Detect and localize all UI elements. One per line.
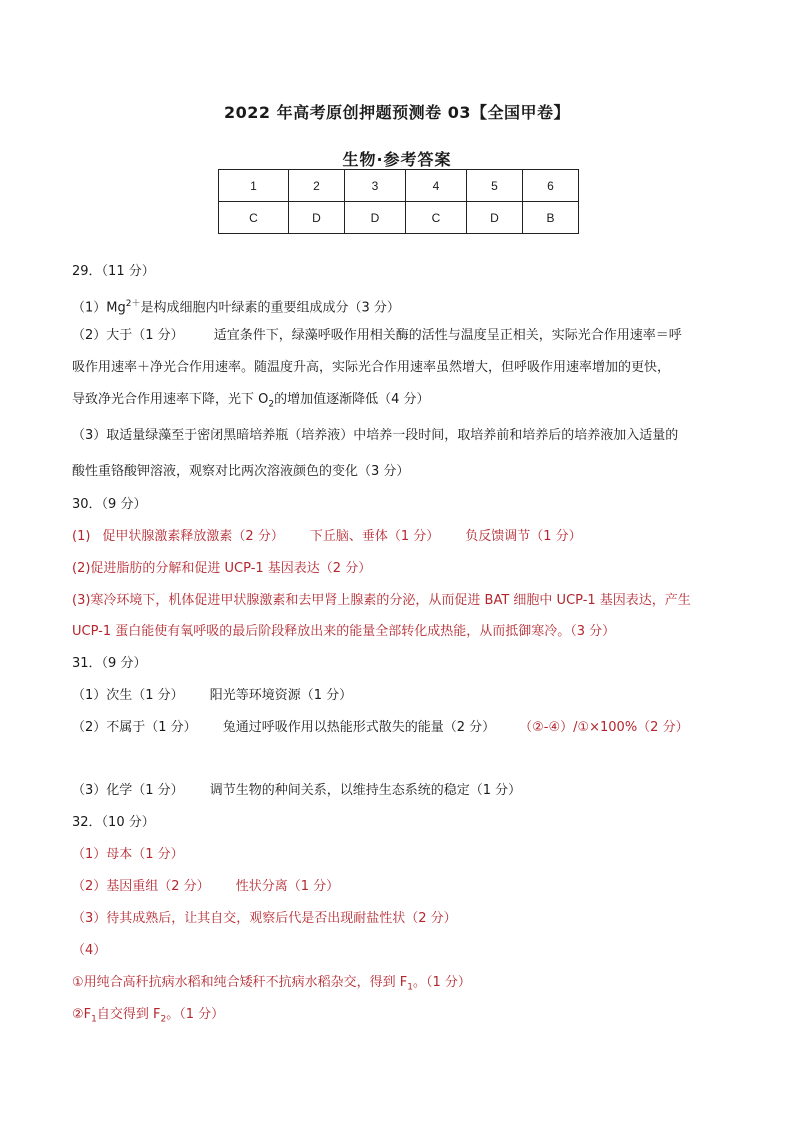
q29-answer-2-line-3-sub: 2 [268, 399, 275, 410]
q30-answer-1 [72, 528, 582, 546]
table-header-row [219, 170, 579, 202]
q32-heading: 32．（10 分） [72, 815, 155, 830]
q29-answer-2-line-2: 吸作用速率＋净光合作用速率。随温度升高，实际光合作用速率虽然增大，但呼吸作用速率增加的更快， [72, 360, 671, 375]
table-answer-row [219, 202, 579, 234]
q29-answer-2-a: （2）大于（1 分） [72, 328, 184, 343]
table-cell: D [345, 202, 406, 234]
q30-answer-1-c: 负反馈调节（1 分） [465, 529, 582, 544]
table-cell: 6 [523, 170, 579, 202]
table-cell: 2 [289, 170, 345, 202]
answer-table [218, 169, 579, 234]
q29-answer-1-pre: （1）Mg [72, 300, 126, 316]
q31-answer-3-b: 调节生物的种间关系，以维持生态系统的稳定（1 分） [209, 783, 522, 798]
table-cell: 1 [219, 170, 289, 202]
q32-step-2-post: 。（1 分） [166, 1007, 225, 1022]
q32-step-2 [72, 1006, 224, 1029]
q29-answer-2-line-3-pre: 导致净光合作用速率下降，光下 O [72, 392, 269, 407]
q32-step-1-pre: ①用纯合高秆抗病水稻和纯合矮秆不抗病水稻杂交，得到 F [72, 975, 408, 990]
q31-answer-1 [72, 687, 352, 705]
q31-heading: 31．（9 分） [72, 656, 147, 671]
table-cell: 4 [406, 170, 467, 202]
q31-answer-2-a: （2）不属于（1 分） [72, 720, 197, 735]
q32-step-2-mid: 自交得到 F [96, 1007, 161, 1022]
q32-answer-2-a: （2）基因重组（2 分） [72, 879, 210, 894]
table-cell: B [523, 202, 579, 234]
q30-answer-1-num: (1) [72, 529, 91, 544]
table-cell: 5 [467, 170, 523, 202]
q31-answer-3-a: （3）化学（1 分） [72, 783, 184, 798]
q29-answer-1-sup: 2＋ [125, 299, 141, 309]
q29-answer-3-line-1: （3）取适量绿藻至于密闭黑暗培养瓶（培养液）中培养一段时间，取培养前和培养后的培养液加入适量的 [72, 428, 679, 443]
q29-answer-2-line-3 [72, 391, 430, 414]
q31-answer-2-b: 兔通过呼吸作用以热能形式散失的能量（2 分） [222, 720, 496, 735]
q32-answer-4-label: （4） [72, 943, 107, 958]
table-cell: C [406, 202, 467, 234]
q31-answer-1-a: （1）次生（1 分） [72, 688, 184, 703]
q30-answer-2: (2)促进脂肪的分解和促进 UCP-1 基因表达（2 分） [72, 561, 372, 576]
q32-answer-3: （3）待其成熟后，让其自交，观察后代是否出现耐盐性状（2 分） [72, 911, 457, 926]
q30-heading: 30．（9 分） [72, 497, 147, 512]
q29-answer-1 [72, 295, 400, 317]
q32-answer-2 [72, 878, 339, 896]
table-cell: D [289, 202, 345, 234]
q29-answer-2-line-3-post: 的增加值逐渐降低（4 分） [274, 392, 430, 407]
q31-answer-3 [72, 782, 521, 800]
q32-answer-2-b: 性状分离（1 分） [235, 879, 340, 894]
q30-answer-3-line-1: (3)寒冷环境下，机体促进甲状腺激素和去甲肾上腺素的分泌，从而促进 BAT 细胞中 UCP-1 基因表达，产生 [72, 593, 691, 608]
q31-answer-2 [72, 719, 689, 737]
page-title: 2022 年高考原创押题预测卷 03【全国甲卷】 [224, 103, 570, 122]
q29-answer-3-line-2: 酸性重铬酸钾溶液，观察对比两次溶液颜色的变化（3 分） [72, 464, 410, 479]
q32-step-1-post: 。（1 分） [413, 975, 471, 990]
q29-answer-2-b: 适宜条件下，绿藻呼吸作用相关酶的活性与温度呈正相关，实际光合作用速率＝呼 [213, 328, 682, 343]
table-cell: D [467, 202, 523, 234]
q32-step-1-sub: 1 [407, 982, 413, 993]
q29-answer-1-post: 是构成细胞内叶绿素的重要组成成分（3 分） [140, 300, 400, 316]
q31-answer-1-b: 阳光等环境资源（1 分） [209, 688, 353, 703]
table-cell: 3 [345, 170, 406, 202]
page-subtitle: 生物·参考答案 [342, 150, 452, 169]
q29-heading: 29．（11 分） [72, 264, 155, 279]
q32-step-1 [72, 974, 471, 997]
q31-answer-2-c: （②-④）/①×100%（2 分） [519, 720, 689, 735]
q29-answer-2-line-1 [72, 327, 682, 345]
table-cell: C [219, 202, 289, 234]
q32-step-2-sub-1: 1 [91, 1014, 97, 1025]
q30-answer-1-b: 下丘脑、垂体（1 分） [309, 529, 440, 544]
q32-answer-1: （1）母本（1 分） [72, 847, 184, 862]
q32-step-2-pre: ②F [72, 1007, 92, 1022]
q30-answer-1-a: 促甲状腺激素释放激素（2 分） [102, 529, 284, 544]
q30-answer-3-line-2: UCP-1 蛋白能使有氧呼吸的最后阶段释放出来的能量全部转化成热能，从而抵御寒冷。（3 分） [72, 624, 616, 639]
q32-step-2-sub-2: 2 [160, 1014, 167, 1025]
